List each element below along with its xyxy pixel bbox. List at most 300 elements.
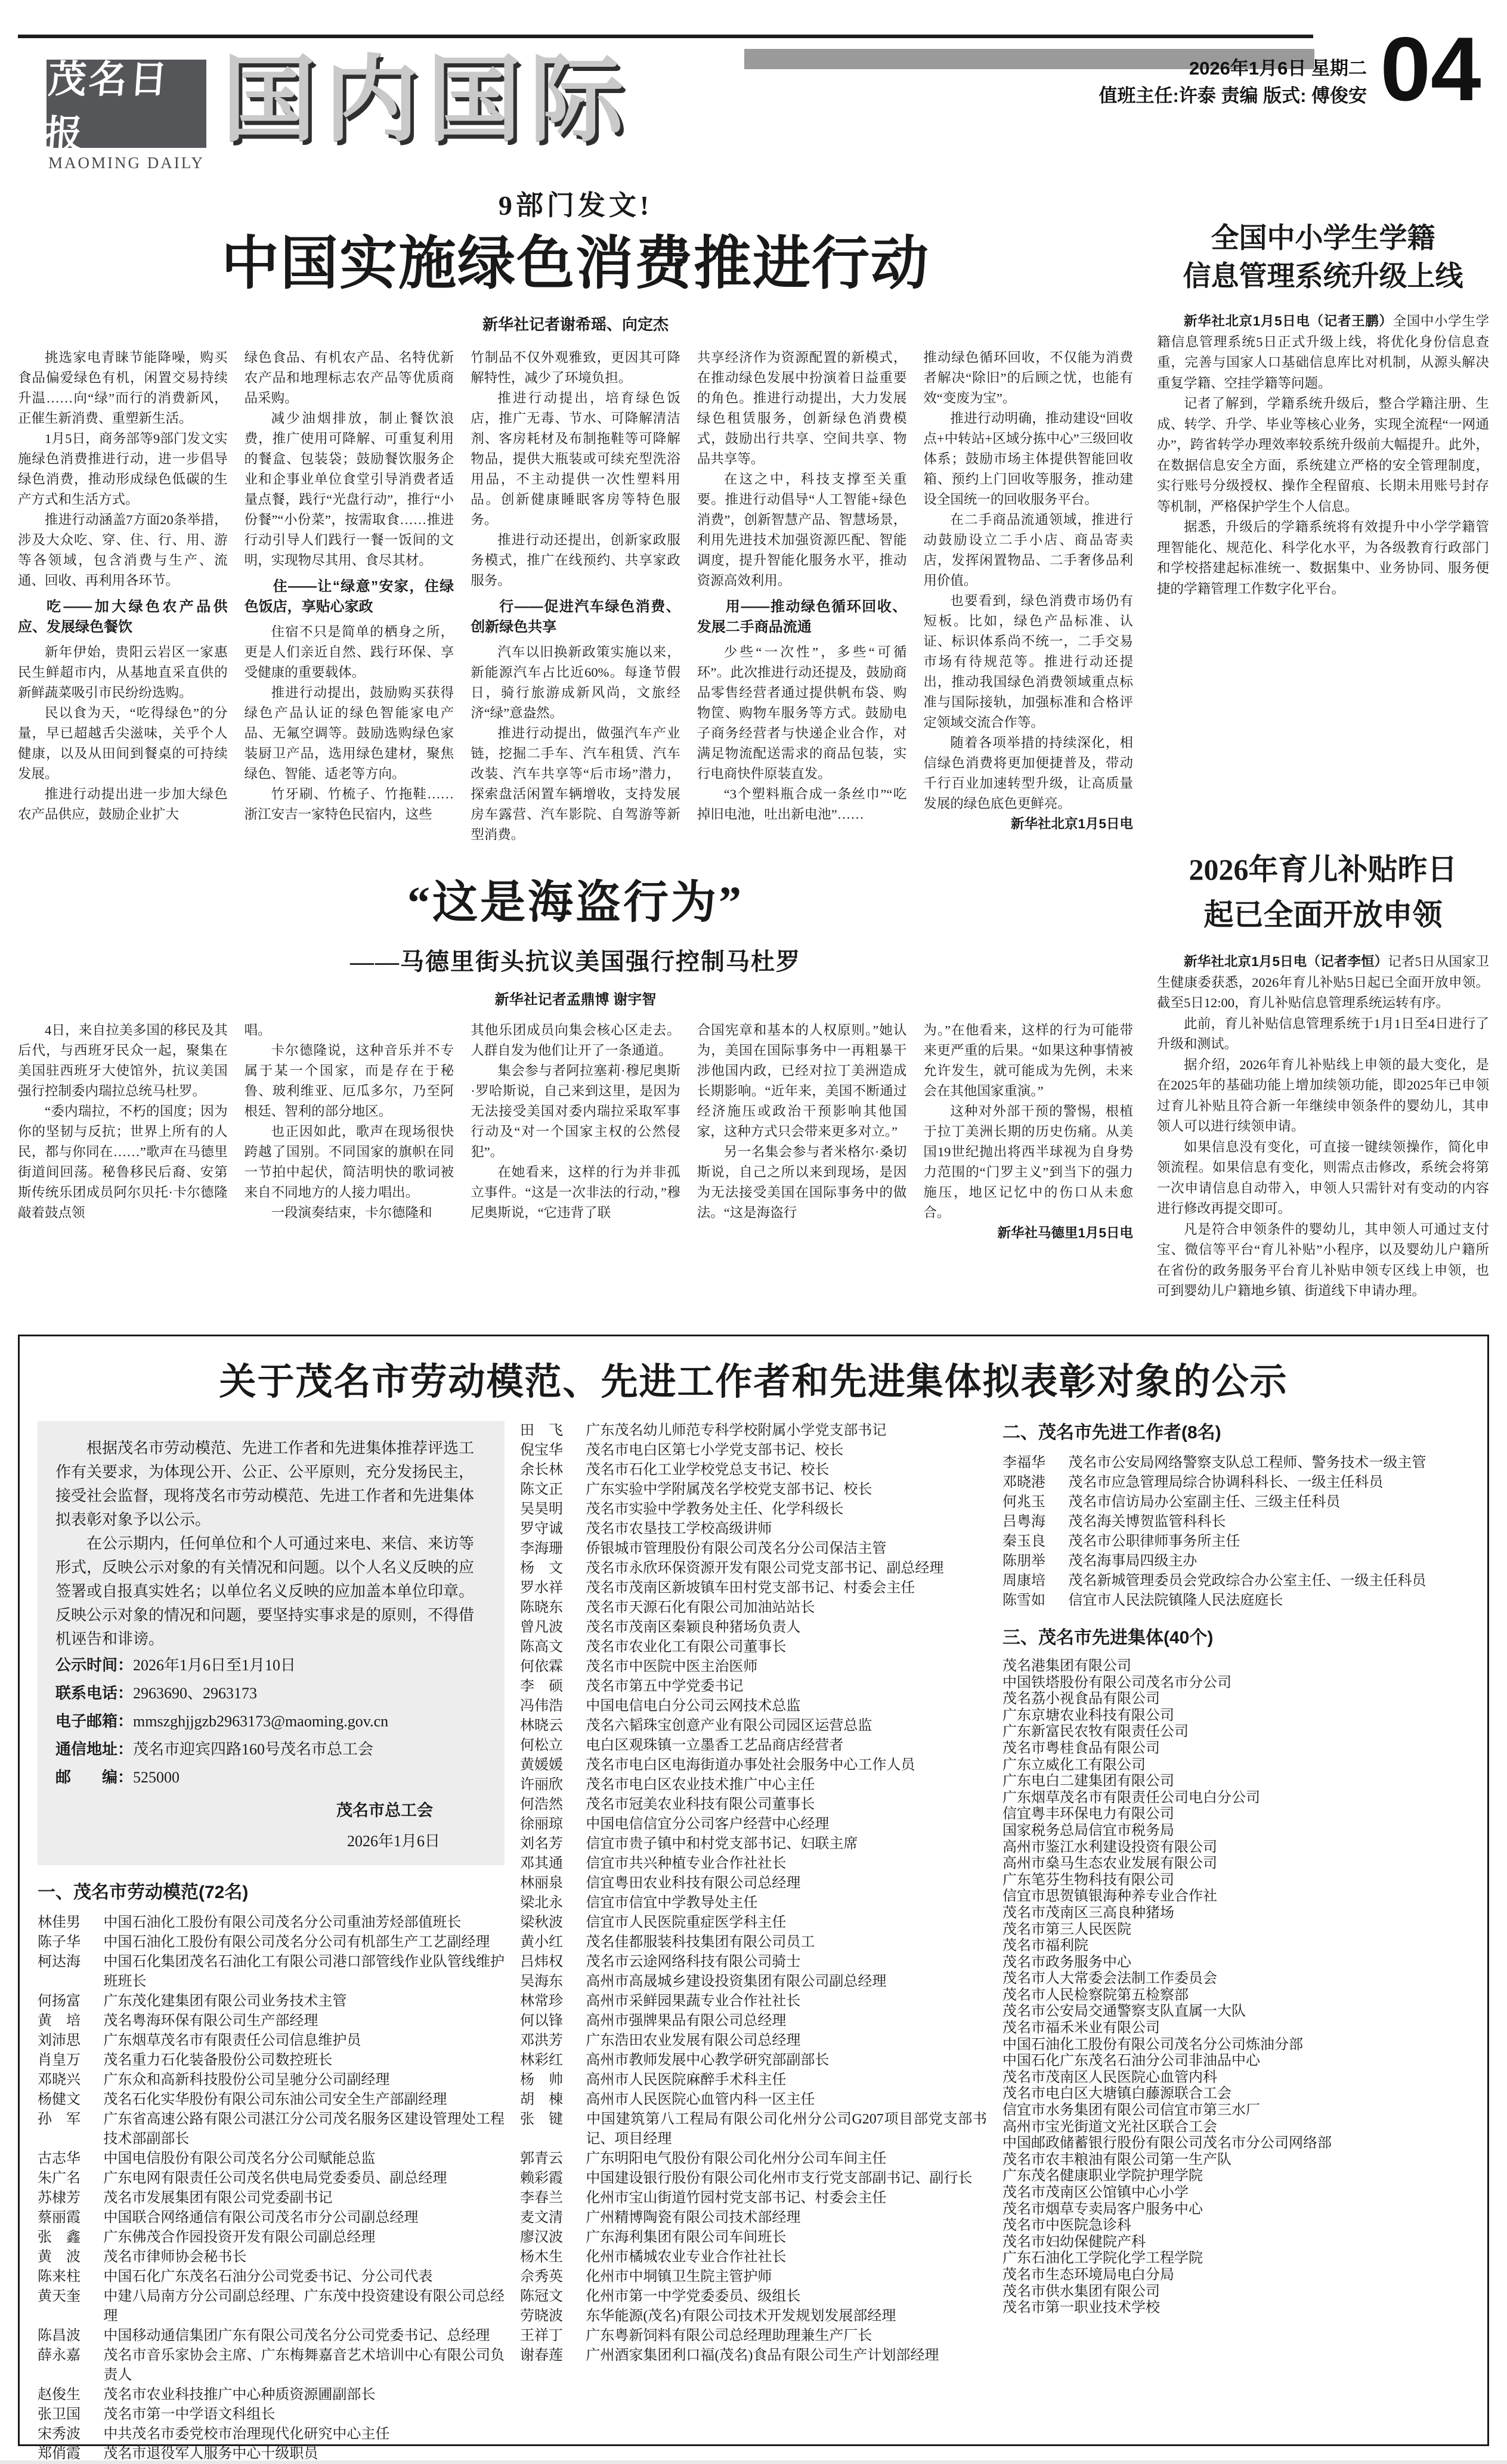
paragraph: 推进行动提出进一步加大绿色农产品供应，鼓励企业扩大 (18, 787, 228, 822)
advanced-collectives-list (1002, 1658, 1469, 2317)
person-name: 陈文正 (520, 1482, 563, 1497)
person-unit: 中共茂名市委党校市治理现代化研究中心主任 (103, 2426, 390, 2442)
person-name: 梁秋波 (520, 1915, 563, 1930)
person-unit: 信宜市共兴种植专业合作社社长 (586, 1856, 787, 1871)
model-worker-row (38, 2405, 505, 2425)
person-unit: 中国移动通信集团广东有限公司茂名分公司党委书记、总经理 (103, 2328, 490, 2344)
article-headline (1157, 219, 1489, 296)
person-name: 周康培 (1002, 1573, 1045, 1589)
model-worker-row (520, 1500, 987, 1519)
person-unit: 茂名市天源石化有限公司加油站站长 (586, 1600, 815, 1615)
person-unit: 中国石油化工股份有限公司茂名分公司有机部生产工艺副经理 (103, 1934, 490, 1950)
model-worker-row (520, 1756, 987, 1775)
person-name: 林常珍 (520, 1994, 563, 2009)
collective-row: 国家税务总局信宜市税务局 (1002, 1822, 1174, 1838)
headline-line: 全国中小学生学籍 (1211, 223, 1435, 254)
collective-row: 信宜市水务集团有限公司信宜市第三水厂 (1002, 2103, 1260, 2119)
person-unit: 茂名市信访局办公室副主任、三级主任科员 (1068, 1494, 1341, 1510)
dateline-lead: 新华社北京1月5日电（记者王鹏） (1184, 314, 1393, 329)
person-name: 陈朋举 (1002, 1553, 1045, 1569)
person-unit: 中国建筑第八工程局有限公司化州分公司G207项目部党支部书记、项目经理 (586, 2112, 987, 2147)
advanced-worker-row (1002, 1512, 1469, 1532)
person-unit: 广东众和高新科技股份公司呈驰分公司副经理 (103, 2072, 390, 2088)
article-column (471, 1020, 680, 1243)
person-unit: 茂名市发展集团有限公司党委副书记 (103, 2190, 333, 2206)
collective-row: 高州市鉴江水利建设投资有限公司 (1002, 1839, 1217, 1855)
header-rule (18, 35, 1313, 38)
person-unit: 茂名市茂南区新坡镇车田村党支部书记、村委会主任 (586, 1580, 915, 1596)
intro-paragraph: 在公示期内，任何单位和个人可通过来电、来信、来访等形式，反映公示对象的有关情况和问题。以个人名义反映的应签署或自报真实姓名；以单位名义反映的应加盖本单位印章。反映公示对象的情况和问题，要坚持实事求是的原则，不得借机诬告和诽谤。 (55, 1535, 475, 1648)
model-worker-row (520, 2090, 987, 2110)
model-worker-row (520, 1657, 987, 1677)
paragraph: 合国宪章和基本的人权原则。”她认为，美国在国际事务中一再粗暴干涉他国内政，已经对拉丁美洲造成长期影响。“近年来，美国不断通过经济施压或政治干预影响其他国家，这种方式只会带来更多对立。” (697, 1023, 907, 1139)
person-unit: 茂名粤海环保有限公司生产部经理 (103, 2013, 318, 2029)
header-dateline (830, 55, 1367, 110)
person-name: 邓晓港 (1002, 1475, 1045, 1490)
person-name: 冯伟浩 (520, 1698, 563, 1714)
model-worker-row (520, 1480, 987, 1500)
collective-row: 中国石油化工股份有限公司茂名分公司炼油分部 (1002, 2036, 1303, 2053)
person-unit: 茂名市律师协会秘书长 (103, 2249, 247, 2265)
person-name: 张 键 (520, 2112, 563, 2127)
person-name: 刘名芳 (520, 1836, 563, 1852)
person-name: 朱广名 (38, 2171, 81, 2186)
person-name: 杨 文 (520, 1561, 563, 1576)
person-unit: 高州市教师发展中心教学研究部副部长 (586, 2053, 830, 2068)
collective-row: 茂名市农丰粮油有限公司第一生产队 (1002, 2152, 1231, 2168)
article-column (923, 348, 1133, 845)
person-name: 林彩红 (520, 2053, 563, 2068)
model-worker-row (520, 2326, 987, 2346)
article-childcare-subsidy (1157, 847, 1489, 1302)
person-name: 何扬富 (38, 1994, 81, 2009)
contact-label: 联系电话： (55, 1684, 134, 1702)
person-unit: 茂名市公安局网络警察支队总工程师、警务技术一级主管 (1068, 1455, 1426, 1471)
paragraph: 共享经济作为资源配置的新模式，在推动绿色发展中扮演着日益重要的角色。推进行动提出，大力发展绿色租赁服务，创新绿色消费模式，鼓励出行共享、空间共享、物品共享等。 (697, 350, 907, 466)
collective-row: 茂名市中医院急诊科 (1002, 2218, 1131, 2234)
notice-section2-heading: 二、茂名市先进工作者(8名) (1002, 1423, 1221, 1443)
model-worker-row (520, 2307, 987, 2326)
person-name: 陈晓东 (520, 1600, 563, 1615)
paragraph: 竹制品不仅外观雅致，更因其可降解特性，减少了环境负担。 (471, 350, 680, 385)
article-body (18, 1020, 1133, 1243)
dateline-lead: 新华社北京1月5日电（记者李恒） (1184, 954, 1388, 969)
paragraph: 唱。 (244, 1023, 271, 1038)
model-worker-row (520, 2070, 987, 2090)
person-name: 邓洪芳 (520, 2033, 563, 2048)
person-name: 张 鑫 (38, 2230, 81, 2245)
contact-row: 邮 编：525000 (55, 1768, 180, 1786)
person-unit: 茂名石化实华股份有限公司东油公司安全生产部副经理 (103, 2092, 447, 2107)
contact-row: 通信地址：茂名市迎宾四路160号茂名市总工会 (55, 1740, 374, 1758)
collective-row: 茂名市政务服务中心 (1002, 1954, 1131, 1970)
paragraph: 推进行动提出，做强汽车产业链，挖掘二手车、汽车租赁、汽车改装、汽车共享等“后市场”潜力，探索盘活闲置车辆增收，支持发展房车露营、汽车影院、自驾游等新型消费。 (471, 726, 680, 842)
collective-row: 茂名市第三人民医院 (1002, 1921, 1131, 1937)
person-unit: 茂名市音乐家协会主席、广东梅舞嘉音艺术培训中心有限公司负责人 (103, 2348, 505, 2383)
paragraph: 推进行动明确，推动建设“回收点+中转站+区域分拣中心”三级回收体系；鼓励市场主体提供智能回收箱、预约上门回收等服务，推动建设全国统一的回收服务平台。 (923, 411, 1133, 507)
paragraph: 新华社马德里1月5日电 (997, 1225, 1133, 1240)
notice-column-1 (38, 1421, 505, 2462)
person-unit: 茂名新城管理委员会党政综合办公室主任、一级主任科员 (1068, 1573, 1426, 1589)
section-title: 国内国际 (222, 48, 632, 153)
person-unit: 广东明阳电气股份有限公司化州分公司车间主任 (586, 2151, 887, 2166)
model-worker-row (520, 2346, 987, 2366)
person-unit: 茂名市公职律师事务所主任 (1068, 1534, 1240, 1549)
model-worker-row (520, 1933, 987, 1952)
model-worker-row (520, 1874, 987, 1893)
person-unit: 高州市人民医院麻醉手术科主任 (586, 2072, 787, 2088)
paragraph: 绿色食品、有机农产品、名特优新农产品和地理标志农产品等优质商品采购。 (244, 350, 454, 405)
person-name: 何依霖 (520, 1659, 563, 1674)
person-unit: 中国石化广东茂名石油分公司党委书记、分公司代表 (103, 2269, 433, 2285)
collective-row: 茂名荔小视食品有限公司 (1002, 1691, 1160, 1707)
contact-label: 电子邮箱： (55, 1712, 134, 1730)
paragraph: 新华社北京1月5日电 (1010, 816, 1133, 831)
paragraph: 汽车以旧换新政策实施以来，新能源汽车占比近60%。每逢节假日，骑行旅游成新风尚，文旅经济“绿”意盎然。 (471, 645, 680, 720)
collective-row: 茂名市福利院 (1002, 1938, 1088, 1954)
paragraph: 这种对外部干预的警惕，根植于拉丁美洲长期的历史伤痛。从美国19世纪抛出将西半球视为自身势力范围的“门罗主义”到当下的强力施压，地区记忆中的伤口从未愈合。 (923, 1104, 1133, 1220)
person-unit: 化州市宝山街道竹园村党支部书记、村委会主任 (586, 2190, 887, 2206)
headline-line: 起已全面开放申领 (1203, 898, 1443, 931)
date-line: 2026年1月6日 星期二 (1189, 58, 1367, 79)
paragraph: 在二手商品流通领域，推进行动鼓励设立二手小店、商品寄卖店，发挥闲置物品、二手奢侈品利用价值。 (923, 512, 1133, 588)
person-unit: 茂名六韬珠宝创意产业有限公司园区运营总监 (586, 1718, 872, 1734)
person-unit: 茂名市实验中学教务处主任、化学科级长 (586, 1502, 844, 1517)
model-worker-row (520, 2051, 987, 2070)
person-name: 李 硕 (520, 1679, 563, 1694)
person-name: 罗守诚 (520, 1521, 563, 1537)
person-name: 李福华 (1002, 1455, 1045, 1471)
model-worker-row (38, 2169, 505, 2188)
person-unit: 高州市强牌果品有限公司总经理 (586, 2013, 787, 2029)
collective-row: 茂名市茂南区公馆镇中心小学 (1002, 2185, 1189, 2200)
person-unit: 信宜市信宜中学教导处主任 (586, 1895, 758, 1911)
person-unit: 茂名市电白区农业技术推广中心主任 (586, 1777, 815, 1793)
person-unit: 广东电网有限责任公司茂名供电局党委委员、副总经理 (103, 2171, 447, 2186)
collective-row: 茂名市福禾米业有限公司 (1002, 2020, 1160, 2036)
person-unit: 茂名市第五中学党委书记 (586, 1679, 744, 1694)
model-worker-row (38, 2326, 505, 2346)
collective-row: 茂名港集团有限公司 (1002, 1658, 1131, 1674)
headline-line: 2026年育儿补贴昨日 (1189, 853, 1458, 886)
model-worker-row (38, 1913, 505, 1933)
paragraph: 记者了解到，学籍系统升级后，整合学籍注册、生成、转学、升学、毕业等核心业务，实现全流程“一网通办”，跨省转学办理效率较系统升级前大幅提升。此外，在数据信息安全方面，系统建立严格的安全管理制度，实行账号分级授权、操作全程留痕、长期未用账号封存等机制，严格保护学生个人信息。 (1157, 396, 1489, 514)
notice-section3-heading: 三、茂名市先进集体(40个) (1002, 1628, 1214, 1648)
person-unit: 信宜粤田农业科技有限公司总经理 (586, 1875, 801, 1891)
paragraph: 凡是符合申领条件的婴幼儿，其申领人可通过支付宝、微信等平台“育儿补贴”小程序，以及婴幼儿户籍所在省份的政务服务平台育儿补贴申领专区线上申领，也可到婴幼儿户籍地乡镇、街道线下申请办理。 (1157, 1221, 1489, 1298)
person-name: 何兆玉 (1002, 1494, 1045, 1510)
collective-row: 广东笔芬生物科技有限公司 (1002, 1872, 1174, 1888)
person-unit: 电白区观珠镇一立墨香工艺品商店经营者 (586, 1738, 844, 1753)
paragraph: 随着各项举措的持续深化，相信绿色消费将更加便捷普及，带动千行百业加速转型升级，让高质量发展的绿色底色更鲜亮。 (923, 735, 1133, 811)
notice-column-2 (520, 1421, 987, 2435)
model-worker-row (38, 2051, 505, 2070)
collective-row: 广东石油化工学院化学工程学院 (1002, 2251, 1203, 2267)
paragraph: 民以食为天，“吃得绿色”的分量，早已超越舌尖滋味，关乎个人健康，以及从田间到餐桌的可持续发展。 (18, 705, 228, 781)
person-name: 吴昊明 (520, 1502, 563, 1517)
model-worker-row (520, 2110, 987, 2149)
person-unit: 高州市人民医院心血管内科一区主任 (586, 2092, 815, 2107)
person-name: 邓晓兴 (38, 2072, 81, 2088)
person-unit: 中国电信信宜分公司客户经营中心经理 (586, 1816, 830, 1832)
paragraph: 也要看到，绿色消费市场仍有短板。比如，绿色产品标准、认证、标识体系尚不统一，二手交易市场有待规范等。推进行动还提出，推动我国绿色消费领域重点标准与国际接轨，加强标准和合格评定领域交流合作等。 (923, 593, 1133, 730)
collective-row: 广东立威化工有限公司 (1002, 1757, 1146, 1773)
collective-row: 广东新富民农牧有限责任公司 (1002, 1724, 1189, 1740)
model-worker-row (520, 2011, 987, 2031)
collective-row: 茂名市妇幼保健院产科 (1002, 2234, 1146, 2250)
notice-columns (38, 1421, 1469, 2462)
notice-section1-heading: 一、茂名市劳动模范(72名) (38, 1883, 249, 1902)
person-unit: 茂名市农业化工有限公司董事长 (586, 1639, 787, 1655)
model-worker-row (520, 1815, 987, 1834)
model-worker-row (38, 2090, 505, 2110)
article-green-consumption (18, 184, 1133, 845)
person-unit: 化州市中垌镇卫生院主管护师 (586, 2269, 772, 2285)
paragraph: 为。”在他看来，这样的行为可能带来更严重的后果。“如果这种事情被允许发生，就可能成为先例，未来会在其他国家重演。” (923, 1023, 1133, 1098)
person-unit: 茂名市云途网络科技有限公司骑士 (586, 1954, 801, 1970)
person-name: 麦文清 (520, 2210, 563, 2225)
paragraph: 推进行动还提出，创新家政服务模式，推广在线预约、共享家政服务。 (471, 533, 680, 588)
logo-text: 茂名日报 (42, 58, 172, 156)
person-name: 张卫国 (38, 2407, 81, 2422)
person-name: 苏棣芳 (38, 2190, 81, 2206)
paragraph: 住宿不只是简单的栖身之所，更是人们亲近自然、践行环保、享受健康的重要载体。 (244, 624, 454, 680)
article-headline: 中国实施绿色消费推进行动 (221, 232, 930, 296)
article-student-registry (1157, 219, 1489, 599)
model-worker-row (520, 1913, 987, 1933)
article-madrid-protest (18, 866, 1133, 1243)
collective-row: 广东京塘农业科技有限公司 (1002, 1707, 1174, 1723)
notice-column-3 (1002, 1421, 1469, 2435)
person-unit: 茂名市电白区第七小学党支部书记、校长 (586, 1443, 844, 1458)
model-worker-row (38, 2425, 505, 2444)
model-worker-row (38, 2208, 505, 2228)
person-unit: 高州市采鲜园果蔬专业合作社社长 (586, 1994, 801, 2009)
model-worker-row (38, 2188, 505, 2208)
article-body (1157, 311, 1489, 599)
person-unit: 广东茂名幼儿师范专科学校附属小学党支部书记 (586, 1423, 887, 1438)
person-unit: 茂名海关博贺监管科科长 (1068, 1514, 1226, 1530)
person-unit: 中国联合网络通信有限公司茂名市分公司副总经理 (103, 2210, 419, 2225)
notice-intro-box (38, 1421, 505, 1865)
model-worker-row (520, 1637, 987, 1657)
collective-row: 广东烟草茂名市有限责任公司电白分公司 (1002, 1790, 1260, 1806)
person-unit: 信宜市贵子镇中和村党支部书记、妇联主席 (586, 1836, 858, 1852)
person-unit: 信宜市人民医院重症医学科主任 (586, 1915, 787, 1930)
paragraph: 挑选家电青睐节能降噪，购买食品偏爱绿色有机，闲置交易持续升温……向“绿”而行的消费新风，正催生新消费、重塑新生活。 (18, 350, 228, 426)
paragraph: 也正因如此，歌声在现场很快跨越了国别。不同国家的旗帜在同一节拍中起伏，简洁明快的歌词被来自不同地方的人接力唱出。 (244, 1124, 454, 1200)
person-name: 许丽欣 (520, 1777, 563, 1793)
collective-row: 茂名市供水集团有限公司 (1002, 2283, 1160, 2299)
person-name: 何以锋 (520, 2013, 563, 2029)
model-worker-row (38, 2070, 505, 2090)
article-body (18, 348, 1133, 845)
person-unit: 高州市高晟城乡建设投资集团有限公司副总经理 (586, 1974, 887, 1989)
person-name: 田 飞 (520, 1423, 563, 1438)
person-unit: 茂名重力石化装备股份公司数控班长 (103, 2053, 333, 2068)
person-unit: 广东粤新饲料有限公司总经理助理兼生产厂长 (586, 2328, 872, 2344)
model-worker-row (520, 1618, 987, 1637)
advanced-worker-row (1002, 1532, 1469, 1552)
person-name: 劳晓波 (520, 2308, 563, 2324)
person-name: 邓其通 (520, 1856, 563, 1871)
person-name: 赖彩霞 (520, 2171, 563, 2186)
collective-row: 茂名市人大常委会法制工作委员会 (1002, 1971, 1217, 1987)
person-name: 林佳男 (38, 1915, 81, 1930)
person-name: 杨健文 (38, 2092, 81, 2107)
notice-signature-date: 2026年1月6日 (346, 1832, 440, 1850)
paragraph: 如果信息没有变化，可直接一键续领操作，简化申领流程。如果信息有变化，则需点击修改，系统会将第一次申请信息自动带入，申领人只需针对有变动的内容进行修改再提交即可。 (1157, 1139, 1489, 1216)
model-worker-row (38, 2248, 505, 2267)
person-unit: 茂名市农垦技工学校高级讲师 (586, 1521, 772, 1537)
person-unit: 中国石油化工股份有限公司茂名分公司重油芳烃部值班长 (103, 1915, 462, 1930)
logo-text-en: MAOMING DAILY (48, 154, 205, 172)
paragraph: 减少油烟排放，制止餐饮浪费，推广使用可降解、可重复利用的餐盒、包装袋；鼓励餐饮服务企业和企事业单位食堂引导消费者适量点餐，践行“光盘行动”，推行“小份餐”“小份菜”，按需取食……推进行动引导人们践行一餐一饭间的文明，实现物尽其用、食尽其材。 (244, 411, 454, 568)
model-worker-row (38, 2228, 505, 2248)
model-worker-row (520, 1834, 987, 1854)
model-worker-row (520, 1578, 987, 1598)
paragraph: 用——推动绿色循环回收、发展二手商品流通 (697, 599, 907, 635)
person-name: 黄天奎 (38, 2289, 81, 2304)
person-name: 秦玉良 (1002, 1534, 1045, 1549)
person-name: 黄媛媛 (520, 1757, 563, 1773)
collective-row: 信宜市思贺镇银海种养专业合作社 (1002, 1889, 1217, 1905)
person-name: 黄小红 (520, 1934, 563, 1950)
article-column (697, 1020, 907, 1243)
person-unit: 广东海利集团有限公司车间班长 (586, 2230, 787, 2245)
collective-row: 茂名市茂南区人民医院心血管内科 (1002, 2069, 1217, 2085)
collective-row: 广东电白二建集团有限公司 (1002, 1773, 1174, 1790)
person-unit: 茂名佳都服装科技集团有限公司员工 (586, 1934, 815, 1950)
article-column (245, 348, 454, 845)
person-unit: 茂名市冠美农业科技有限公司董事长 (586, 1797, 815, 1812)
paragraph: 竹牙刷、竹梳子、竹拖鞋……浙江安吉一家特色民宿内，这些 (244, 787, 454, 822)
person-unit: 茂名市应急管理局综合协调科科长、一级主任科员 (1068, 1475, 1384, 1490)
person-name: 陈冠文 (520, 2289, 563, 2304)
person-name: 孙 军 (38, 2112, 81, 2127)
model-worker-row (520, 1441, 987, 1460)
person-name: 廖汉波 (520, 2230, 563, 2245)
paragraph: 1月5日，商务部等9部门发文实施绿色消费推进行动，进一步倡导绿色消费，推动形成绿色低碳的生产方式和生活方式。 (18, 431, 228, 507)
contact-row: 电子邮箱：mmszghjjgzb2963173@maoming.gov.cn (55, 1712, 389, 1730)
person-unit: 广东佛茂合作园投资开发有限公司副总经理 (103, 2230, 376, 2245)
paragraph: 少些“一次性”，多些“可循环”。此次推进行动还提及，鼓励商品零售经营者通过提供帆布袋、购物筐、购物车服务等方式。鼓励电子商务经营者与快递企业合作，对满足物流配送需求的商品包装，实行电商快件原装直发。 (697, 645, 907, 781)
model-worker-row (38, 2444, 505, 2464)
person-name: 郭青云 (520, 2151, 563, 2166)
person-unit: 广州酒家集团利口福(茂名)食品有限公司生产计划部经理 (586, 2348, 939, 2363)
model-worker-row (38, 2110, 505, 2149)
paragraph: 一段演奏结束，卡尔德隆和 (271, 1205, 432, 1220)
person-unit: 广东茂化建集团有限公司业务技术主管 (103, 1994, 347, 2009)
contact-label: 公示时间： (55, 1656, 134, 1674)
model-worker-row (520, 1972, 987, 1992)
collective-row: 茂名市粤桂食品有限公司 (1002, 1740, 1160, 1756)
contact-label: 通信地址： (55, 1740, 134, 1758)
paragraph: “3个塑料瓶合成一条丝巾”“吃掉旧电池，吐出新电池”…… (697, 787, 907, 822)
public-notice-box (18, 1335, 1489, 2462)
person-name: 黄 培 (38, 2013, 81, 2029)
model-worker-row (520, 2267, 987, 2287)
paragraph: 其他乐团成员向集会核心区走去。人群自发为他们让开了一条通道。 (471, 1023, 680, 1058)
model-worker-row (520, 2188, 987, 2208)
collective-row: 茂名市电白区大塘镇白藤源联合工会 (1002, 2086, 1231, 2102)
newspaper-logo (42, 58, 206, 156)
paragraph: 吃——加大绿色农产品供应、发展绿色餐饮 (18, 599, 228, 635)
headline-line: 信息管理系统升级上线 (1183, 261, 1463, 292)
person-name: 陈昌波 (38, 2328, 81, 2344)
person-unit: 化州市橘城农业专业合作社社长 (586, 2249, 787, 2265)
contact-row: 联系电话：2963690、2963173 (55, 1684, 258, 1702)
person-name: 蔡丽霞 (38, 2210, 81, 2225)
person-name: 林丽泉 (520, 1875, 563, 1891)
paragraph: 另一名集会参与者米格尔·桑切斯说，自己之所以来到现场，是因为无法接受美国在国际事务中的做法。“这是海盗行 (697, 1144, 907, 1220)
article-byline: 新华社记者孟鼎博 谢宇智 (494, 992, 657, 1008)
person-name: 谢春莲 (520, 2348, 563, 2363)
person-name: 刘沛思 (38, 2033, 81, 2048)
person-unit: 侨银城市管理股份有限公司茂名分公司保洁主管 (586, 1541, 887, 1556)
model-worker-row (520, 1559, 987, 1578)
model-worker-row (520, 1716, 987, 1736)
article-column (18, 348, 228, 845)
advanced-worker-row (1002, 1571, 1469, 1591)
person-name: 肖皇万 (38, 2053, 81, 2068)
model-worker-row (38, 2385, 505, 2405)
collective-row: 广东茂名健康职业学院护理学院 (1002, 2168, 1203, 2184)
person-unit: 茂名市电白区电海街道办事处社会服务中心工作人员 (586, 1757, 915, 1773)
advanced-worker-row (1002, 1552, 1469, 1571)
model-worker-row (38, 2031, 505, 2051)
model-worker-row (520, 2169, 987, 2188)
person-name: 胡 棟 (520, 2092, 563, 2107)
model-worker-row (520, 2208, 987, 2228)
person-name: 陈来柱 (38, 2269, 81, 2285)
collective-row: 高州市宝光街道文光社区联合工会 (1002, 2119, 1217, 2135)
model-worker-row (38, 2287, 505, 2326)
person-name: 黄 波 (38, 2249, 81, 2265)
person-unit: 信宜市人民法院镇隆人民法庭庭长 (1068, 1593, 1283, 1608)
collective-row: 茂名市公安局交通警察支队直属一大队 (1002, 2004, 1246, 2020)
advanced-worker-row (1002, 1453, 1469, 1473)
person-unit: 东华能源(茂名)有限公司技术开发规划发展部经理 (586, 2308, 896, 2324)
model-workers-list-2 (520, 1421, 987, 2366)
intro-paragraph: 根据茂名市劳动模范、先进工作者和先进集体推荐评选工作有关要求，为体现公开、公正、公平原则，充分发扬民主，接受社会监督，现将茂名市劳动模范、先进工作者和先进集体拟表彰对象予以公示。 (55, 1440, 475, 1528)
person-name: 李海珊 (520, 1541, 563, 1556)
model-worker-row (520, 1952, 987, 1972)
article-column (697, 348, 907, 845)
person-name: 薛永嘉 (38, 2348, 81, 2363)
paragraph: 据介绍，2026年育儿补贴线上申领的最大变化，是在2025年的基础功能上增加续领功能，即2025年已申领过育儿补贴且符合新一年继续申领条件的婴幼儿，其申领人可以进行续领申请。 (1157, 1057, 1489, 1134)
person-name: 郑俏霞 (38, 2446, 81, 2462)
person-unit: 茂名市退役军人服务中心十级职员 (103, 2446, 318, 2462)
person-name: 罗水祥 (520, 1580, 563, 1596)
person-unit: 中国电信电白分公司云网技术总监 (586, 1698, 801, 1714)
person-unit: 茂名市茂南区秦颖良种猪场负责人 (586, 1620, 801, 1635)
article-byline: 新华社记者谢希瑶、向定杰 (482, 315, 669, 333)
paragraph: 推进行动提出，培育绿色饭店，推广无毒、节水、可降解清洁剂、客房耗材及布制拖鞋等可降解物品，提供大瓶装或可续充型洗浴用品，不主动提供一次性塑料用品。创新健康睡眠客房等特色服务。 (471, 391, 680, 527)
article-headline (1157, 847, 1489, 937)
person-name: 梁北永 (520, 1895, 563, 1911)
notice-title: 关于茂名市劳动模范、先进工作者和先进集体拟表彰对象的公示 (219, 1361, 1288, 1403)
collective-row: 高州市燊马生态农业发展有限公司 (1002, 1856, 1217, 1872)
article-body (1157, 952, 1489, 1302)
collective-row: 茂名市人民检察院第五检察部 (1002, 1987, 1189, 2003)
person-name: 吕炜权 (520, 1954, 563, 1970)
article-column (18, 1020, 228, 1243)
paragraph: 推进行动提出，鼓励购买获得绿色产品认证的绿色智能家电产品、无氟空调等。鼓励选购绿色家装厨卫产品，选用绿色建材，聚焦绿色、智能、适老等方向。 (244, 685, 454, 781)
person-unit: 广东烟草茂名市有限责任公司信息维护员 (103, 2033, 361, 2048)
collective-row: 中国铁塔股份有限公司茂名市分公司 (1002, 1674, 1231, 1691)
model-worker-row (520, 1893, 987, 1913)
